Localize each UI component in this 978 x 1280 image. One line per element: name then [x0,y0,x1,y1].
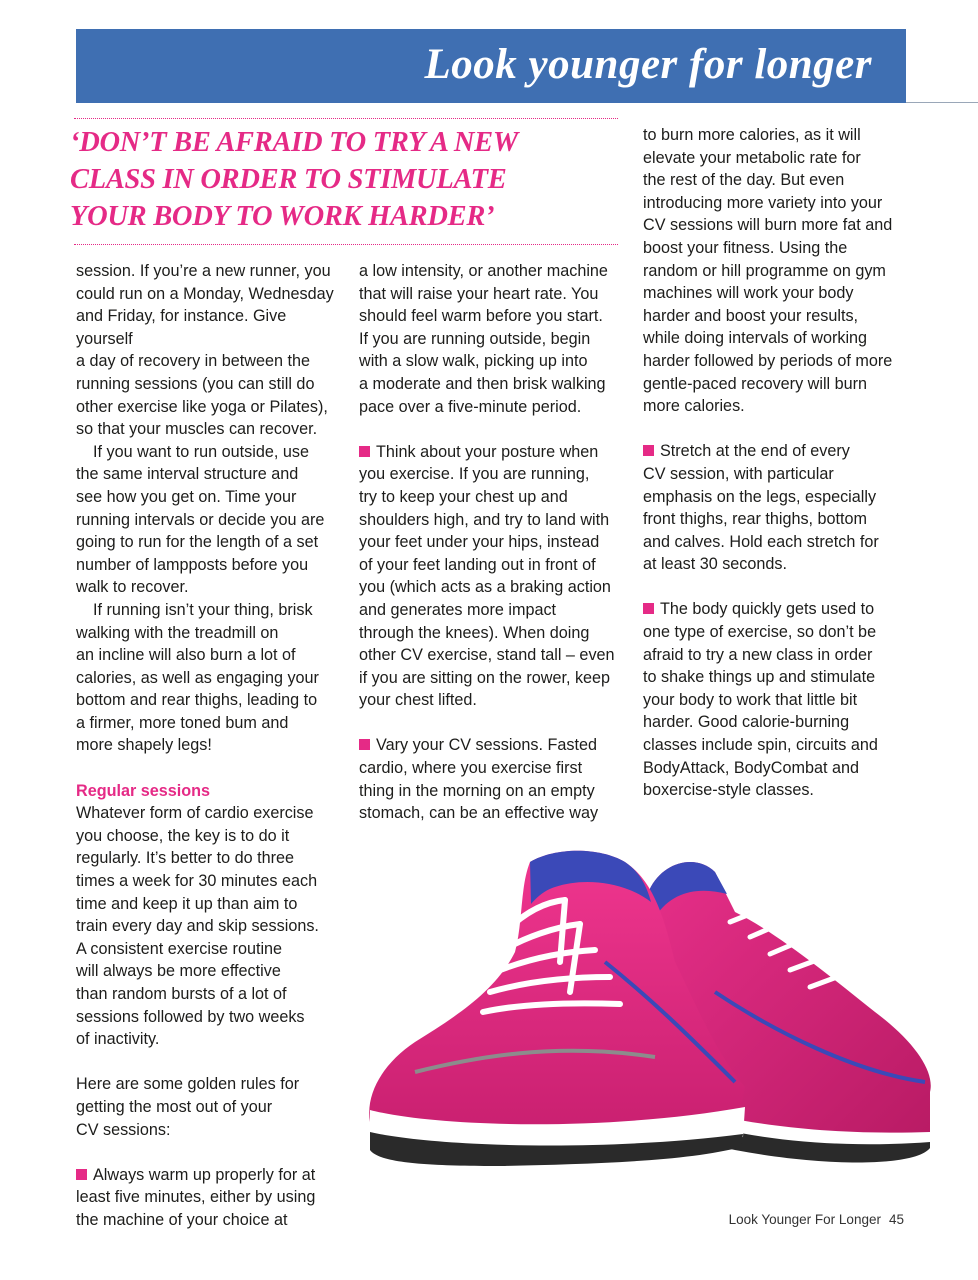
running-shoes-image [355,842,945,1217]
bullet-paragraph: Think about your posture when you exercise. If you are running, try to keep your chest up and shoulders high, and try to land with your feet under your hips, instead of your feet landing out in front of you (which acts as a braking action and generates more impact through the knees). When doing other CV exercise, stand tall – even if you are sitting on the rower, keep your chest lifted. [359,442,615,710]
bullet-square-icon [359,446,370,457]
bullet-square-icon [643,445,654,456]
pullquote-line: ‘DON’T BE AFRAID TO TRY A NEW [70,127,518,158]
page-title: Look younger for longer [424,41,872,88]
bullet-square-icon [76,1169,87,1180]
column-1 [76,260,338,1232]
paragraph: Here are some golden rules for getting the most out of your CV sessions: [76,1075,300,1139]
pullquote-top-rule [74,118,618,119]
paragraph: session. If you’re a new runner, you could run on a Monday, Wednesday and Friday, for instance. Give yourself a day of recovery in between the running sessions (you can still do other exercise like yoga or Pilates), so that your muscles can recover. [76,262,334,439]
column-2 [359,260,621,825]
paragraph: to burn more calories, as it will elevate your metabolic rate for the rest of the day. But even introducing more variety into your CV sessions will burn more fat and boost your fitness. Using the random or hill programme on gym machines will work your body harder and boost your results, while doing intervals of working harder followed by periods of more gentle-paced recovery will burn more calories. [643,126,893,416]
page-footer [721,1212,904,1227]
bullet-square-icon [643,603,654,614]
pullquote [70,124,618,235]
page-number: 45 [888,1212,904,1227]
bullet-paragraph: The body quickly gets used to one type of exercise, so don’t be afraid to try a new class in order to shake things up and stimulate your body to work that little bit harder. Good calorie-burning classes include spin, circuits and BodyAttack, BodyCombat and boxercise-style classes. [643,600,878,800]
bullet-paragraph: Always warm up properly for at least five minutes, either by using the machine of your choice at [76,1165,316,1229]
bullet-square-icon [359,739,370,750]
pullquote-bottom-rule [74,244,618,245]
column-3 [643,124,905,802]
paragraph: If you want to run outside, use the same interval structure and see how you get on. Time your running intervals or decide you are going to run for the length of a set number of lampposts before you walk to recover. [76,442,325,597]
bullet-paragraph: Stretch at the end of every CV session, with particular emphasis on the legs, especially front thighs, rear thighs, bottom and calves. Hold each stretch for at least 30 seconds. [643,442,879,574]
pullquote-line: YOUR BODY TO WORK HARDER’ [70,201,495,232]
paragraph: a low intensity, or another machine that will raise your heart rate. You should feel warm before you start. If you are running outside, begin with a slow walk, picking up into a moderate and then brisk walking pace over a five-minute period. [359,262,608,416]
footer-title: Look Younger For Longer [728,1212,881,1227]
header-rule [906,102,978,103]
subheading: Regular sessions [76,781,211,800]
pullquote-line: CLASS IN ORDER TO STIMULATE [70,164,507,195]
paragraph: If running isn’t your thing, brisk walking with the treadmill on an incline will also burn a lot of calories, as well as engaging your bottom and rear thighs, leading to a firmer, more toned bum and more shapely legs! [76,600,319,755]
bullet-paragraph: Vary your CV sessions. Fasted cardio, where you exercise first thing in the morning on an empty stomach, can be an effective way [359,736,599,823]
paragraph: Whatever form of cardio exercise you choose, the key is to do it regularly. It’s better to do three times a week for 30 minutes each time and keep it up than aim to train every day and skip sessions. A consistent exercise routine will always be more effective than random bursts of a lot of sessions followed by two weeks of inactivity. [76,804,319,1049]
